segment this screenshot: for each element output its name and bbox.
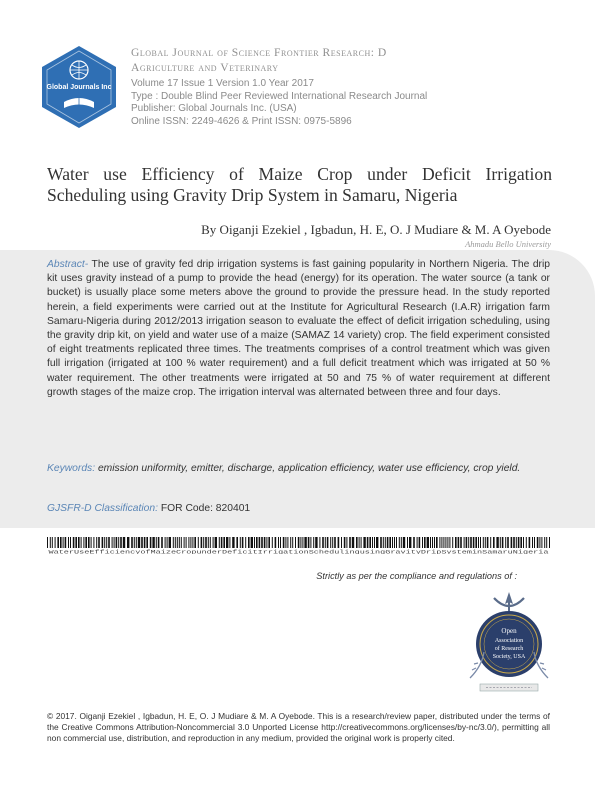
- compliance-note: Strictly as per the compliance and regulations of :: [316, 571, 517, 581]
- copyright-footer: © 2017. Oiganji Ezekiel , Igbadun, H. E, O. J Mudiare & M. A Oyebode. This is a research/review paper, distributed under the terms of the Creative Commons Attribution-Noncommercial 3.0 Unported License http://creativecommons.org/licenses/by-nc/3.0/), permitting all non commercial use, distribution, and reproduction in any medium, provided the original work is properly cited.: [47, 711, 550, 743]
- keywords-label: Keywords:: [47, 463, 96, 474]
- journal-name-line1: Global Journal of Science Frontier Research: D: [131, 46, 387, 59]
- seal-line3: of Research: [494, 646, 524, 652]
- classification: [47, 502, 550, 516]
- journal-name-line2: Agriculture and Veterinary: [131, 61, 279, 74]
- abstract-text: The use of gravity fed drip irrigation systems is fast gaining popularity in Northern Nigeria. The drip kit uses gravity instead of a pump to provide the head (energy) for its operation. The water source (a tank or bucket) is usually place some meters above the ground to provide the pressure head. In the study reported herein, a field experiments were carried out at the Institute for Agricultural Research (I.A.R) irrigation farm Samaru-Nigeria during 2012/2013 irrigation season to evaluate the effect of deficit irrigation scheduling, using the gravity drip kit, on yield and water use of a maize (SAMAZ 14 variety) crop. The field experiment consisted of eight treatments replicated three times. The treatments comprises of a control treatment which was given full irrigation (irrigated at 100 % water requirement) and a full deficit treatment which was irrigated at 50 % water requirement. The other treatments were irrigated at 50 and 75 % of water requirement at different growth stages of the maize crop. The irrigation interval was alternated between three and four days.: [47, 259, 550, 398]
- barcode-text: WaterUseEfficiencyofMaizeCropunderDeficitIrrigationSchedulingusingGravityDripSysteminSamaruNigeria: [48, 549, 549, 554]
- paper-title-line2: Scheduling using Gravity Drip System in Samaru, Nigeria: [47, 185, 458, 205]
- meta-volume: Volume 17 Issue 1 Version 1.0 Year 2017: [131, 78, 314, 89]
- barcode: [47, 537, 550, 554]
- global-journals-logo: [40, 44, 118, 130]
- seal-line2: Association: [494, 638, 524, 644]
- keywords: [47, 462, 550, 476]
- logo-text: Global Journals Inc: [46, 84, 112, 91]
- meta-publisher: Publisher: Global Journals Inc. (USA): [131, 103, 297, 115]
- classification-text: FOR Code: 820401: [158, 503, 251, 514]
- paper-title-line1: Water use Efficiency of Maize Crop under Deficit Irrigation: [47, 164, 552, 184]
- keywords-text: emission uniformity, emitter, discharge, application efficiency, water use efficiency, crop yield.: [95, 463, 521, 474]
- abstract: [47, 258, 550, 400]
- seal-line1: Open: [501, 627, 517, 635]
- meta-type: Type : Double Blind Peer Reviewed International Research Journal: [131, 90, 428, 102]
- journal-name: [131, 45, 571, 75]
- seal-line4: Society, USA: [492, 654, 526, 660]
- classification-label: GJSFR-D Classification:: [47, 503, 158, 514]
- author-affiliation: Ahmadu Bello University: [465, 239, 551, 249]
- paper-title: [47, 164, 552, 206]
- meta-issn: Online ISSN: 2249-4626 & Print ISSN: 0975-5896: [131, 115, 352, 127]
- journal-meta: [131, 78, 571, 128]
- paper-authors: By Oiganji Ezekiel , Igbadun, H. E, O. J Mudiare & M. A Oyebode: [201, 222, 551, 237]
- open-association-seal: [464, 590, 554, 702]
- abstract-label: Abstract-: [47, 259, 89, 270]
